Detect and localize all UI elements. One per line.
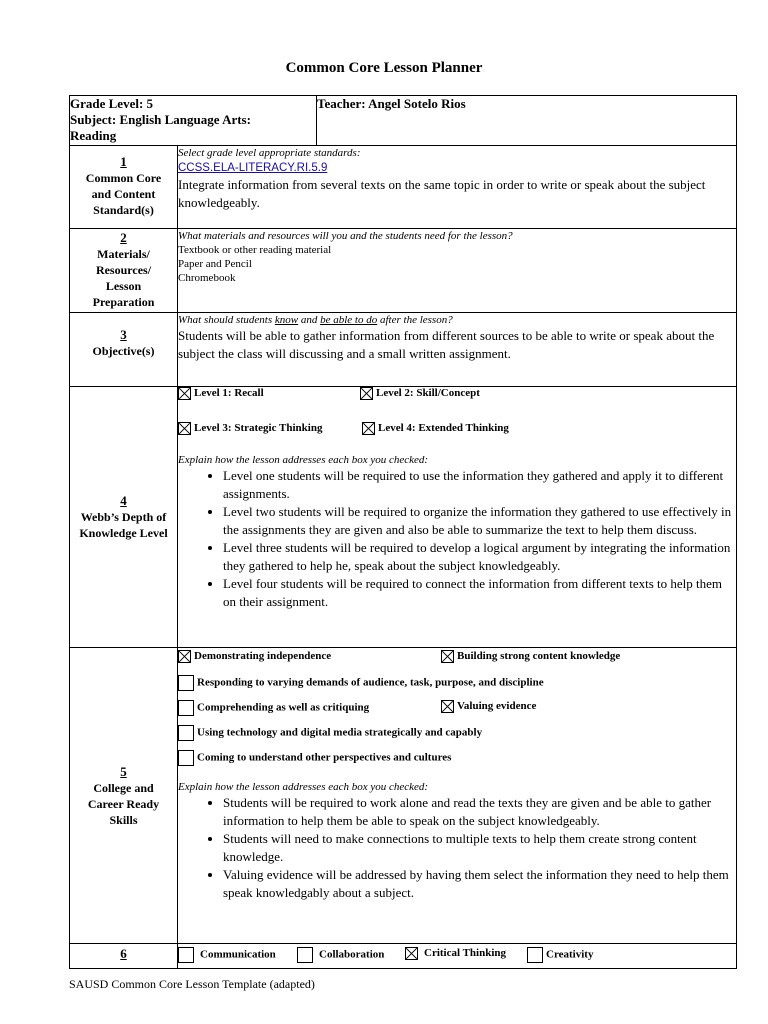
standard-link[interactable]: CCSS.ELA-LITERACY.RI.5.9 — [178, 162, 328, 174]
label-line: Resources/ — [95, 263, 152, 277]
check-label: Creativity — [546, 948, 594, 961]
section-2-content — [178, 229, 737, 313]
label-line: Preparation — [92, 295, 155, 309]
section-4-label — [70, 387, 178, 648]
check-label: Critical Thinking — [424, 947, 507, 960]
teacher: Teacher: Angel Sotelo Rios — [317, 96, 466, 111]
skill-technology[interactable] — [178, 725, 482, 741]
label-line: Knowledge Level — [79, 526, 168, 540]
section-number: 4 — [120, 493, 127, 508]
check-label: Using technology and digital media strategically and capably — [197, 726, 483, 739]
checkbox-icon[interactable] — [405, 947, 418, 960]
subject: Subject: English Language Arts: — [70, 112, 251, 127]
dok-checkboxes — [178, 387, 736, 453]
section-4-row — [70, 387, 737, 648]
list-item: • Level three students will be required to develop a logical argument by integrating the information they gathered to help he, speak about the subject knowledgeably. — [223, 539, 736, 575]
section-5-row — [70, 648, 737, 944]
section-number: 1 — [120, 154, 127, 169]
dok-level-3[interactable] — [178, 422, 322, 435]
label-line: Career Ready — [87, 796, 160, 811]
skill-comprehending[interactable] — [178, 700, 369, 716]
label-line: and Content — [91, 187, 156, 201]
label-line: Materials/ — [97, 247, 150, 261]
check-label: Valuing evidence — [457, 700, 537, 713]
skill-varying-demands[interactable] — [178, 675, 544, 691]
list-item: • Level four students will be required to connect the information from different texts to help them on their assignment. — [223, 575, 736, 611]
objective-text: Students will be able to gather information from different sources to be able to write or speak about the subject the class will discussing and a small written assignment. — [178, 328, 715, 361]
section-1-row — [70, 146, 737, 229]
prompt — [178, 313, 736, 327]
label-line: Skills — [109, 812, 138, 827]
checkbox-icon[interactable] — [178, 387, 191, 400]
check-label: Demonstrating independence — [194, 650, 332, 663]
checkbox-icon[interactable] — [178, 750, 194, 766]
check-label: Communication — [200, 948, 276, 961]
section-1-label — [70, 146, 178, 229]
dok-level-4[interactable] — [362, 422, 509, 435]
subject-cont: Reading — [70, 128, 117, 143]
material-item: Textbook or other reading material — [178, 244, 332, 256]
check-label: Comprehending as well as critiquing — [197, 701, 370, 714]
footer-text: SAUSD Common Core Lesson Template (adapted) — [69, 977, 315, 991]
checkbox-icon[interactable] — [178, 650, 191, 663]
section-number: 5 — [120, 763, 127, 779]
prompt-part: after the lesson? — [377, 314, 453, 326]
prompt-know: know — [274, 314, 299, 326]
prompt: What materials and resources will you and the students need for the lesson? — [178, 230, 513, 242]
section-number: 6 — [120, 946, 127, 961]
prompt-able: be able to do — [320, 314, 378, 326]
checkbox-icon[interactable] — [297, 947, 313, 963]
grade-subject-cell — [70, 96, 317, 146]
skill-perspectives[interactable] — [178, 750, 451, 766]
page-title: Common Core Lesson Planner — [285, 60, 483, 76]
skill-critical-thinking[interactable] — [405, 947, 506, 960]
checkbox-icon[interactable] — [178, 725, 194, 741]
check-label: Coming to understand other perspectives and cultures — [197, 751, 452, 764]
prompt-part: and — [298, 314, 321, 326]
label-line: Lesson — [105, 279, 142, 293]
check-label: Level 4: Extended Thinking — [378, 422, 509, 435]
section-2-row — [70, 229, 737, 313]
section-number: 2 — [120, 230, 127, 245]
list-item: • Students will be required to work alone and read the texts they are given and be able to gather information to help them be able to speak on the subject knowledgeably. — [223, 794, 736, 830]
check-label: Level 1: Recall — [194, 387, 264, 400]
explain-prompt: Explain how the lesson addresses each box you checked: — [178, 454, 429, 466]
teacher-cell — [317, 96, 737, 146]
list-item: • Level two students will be required to organize the information they gathered to use effectively in the assignments they are given and also be able to summarize the text to help them discuss. — [223, 503, 736, 539]
checkbox-icon[interactable] — [360, 387, 373, 400]
dok-explanations — [178, 467, 736, 611]
section-2-label — [70, 229, 178, 313]
checkbox-icon[interactable] — [178, 675, 194, 691]
label-line: Standard(s) — [93, 203, 154, 217]
checkbox-icon[interactable] — [178, 422, 191, 435]
check-label: Responding to varying demands of audience, task, purpose, and discipline — [197, 676, 544, 689]
check-label: Collaboration — [319, 948, 385, 961]
section-number: 3 — [120, 327, 127, 342]
skill-independence[interactable] — [178, 650, 331, 663]
section-3-label — [70, 313, 178, 387]
label-line: Common Core — [85, 171, 162, 185]
list-item: • Level one students will be required to use the information they gathered and apply it to different assignments. — [223, 467, 736, 503]
prompt: Select grade level appropriate standards: — [178, 147, 361, 159]
section-4-content — [178, 387, 737, 648]
label-line: College and — [93, 780, 154, 795]
checkbox-icon[interactable] — [527, 947, 543, 963]
standard-text: Integrate information from several texts on the same topic in order to write or speak about the subject knowledgeably. — [178, 177, 706, 210]
section-5-content — [178, 648, 737, 944]
material-item: Chromebook — [178, 272, 236, 284]
section-5-label — [70, 648, 178, 944]
check-label: Level 3: Strategic Thinking — [194, 422, 323, 435]
ccr-explanations — [178, 794, 736, 902]
section-6-content — [178, 944, 737, 969]
checkbox-icon[interactable] — [362, 422, 375, 435]
four-cs-checkboxes — [178, 944, 736, 966]
skill-collaboration[interactable] — [297, 947, 384, 963]
skill-content-knowledge[interactable] — [441, 650, 620, 663]
section-6-row — [70, 944, 737, 969]
skill-valuing-evidence[interactable] — [441, 700, 536, 713]
prompt-part: What should students — [178, 314, 275, 326]
material-item: Paper and Pencil — [178, 258, 252, 270]
checkbox-icon[interactable] — [441, 700, 454, 713]
section-3-content — [178, 313, 737, 387]
list-item: • Students will need to make connections to multiple texts to help them create strong content knowledge. — [223, 830, 736, 866]
label-line: Webb’s Depth of — [80, 510, 167, 524]
section-1-content — [178, 146, 737, 229]
explain-prompt: Explain how the lesson addresses each box you checked: — [178, 781, 429, 793]
checkbox-icon[interactable] — [441, 650, 454, 663]
ccr-checkboxes — [178, 648, 736, 780]
dok-level-1[interactable] — [178, 387, 264, 400]
label-line: Objective(s) — [92, 344, 155, 358]
lesson-planner-table — [69, 95, 737, 969]
section-3-row — [70, 313, 737, 387]
check-label: Level 2: Skill/Concept — [376, 387, 480, 400]
skill-communication[interactable] — [178, 947, 276, 963]
grade-level: Grade Level: 5 — [70, 96, 154, 111]
section-6-label — [70, 944, 178, 969]
list-item: • Valuing evidence will be addressed by having them select the information they need to help them speak knowledgably about a subject. — [223, 866, 736, 902]
skill-creativity[interactable] — [527, 947, 593, 963]
header-row — [70, 96, 737, 146]
checkbox-icon[interactable] — [178, 700, 194, 716]
dok-level-2[interactable] — [360, 387, 480, 400]
check-label: Building strong content knowledge — [457, 650, 621, 663]
checkbox-icon[interactable] — [178, 947, 194, 963]
